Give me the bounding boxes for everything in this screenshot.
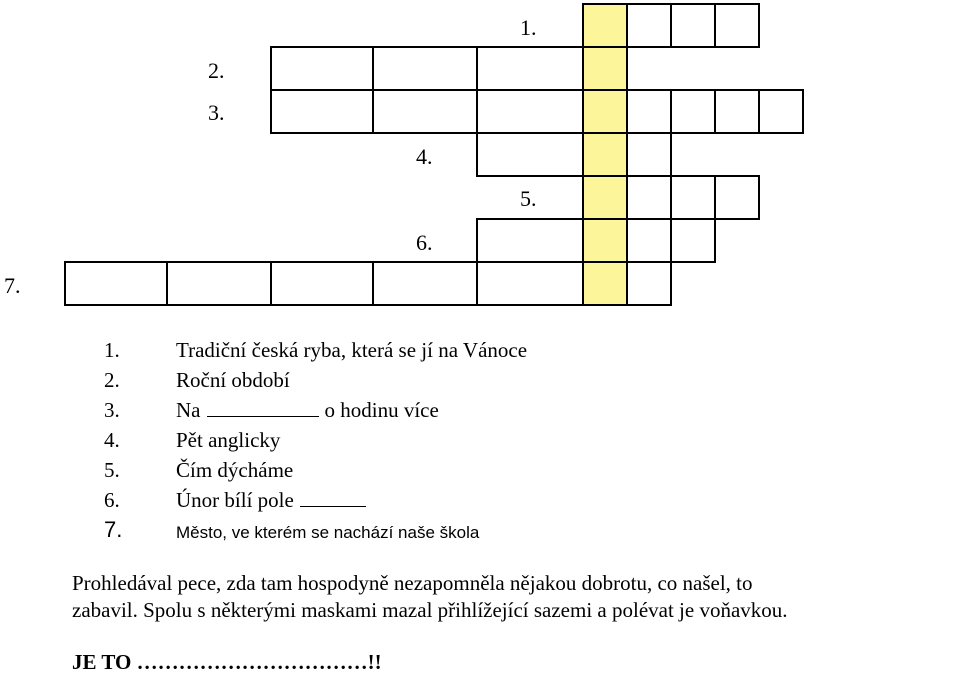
crossword-cell[interactable] [626,3,672,48]
crossword-cell[interactable] [270,261,374,306]
clue-text: Tradiční česká ryba, která se jí na Vánoce [176,338,528,362]
crossword-cell[interactable] [372,261,478,306]
crossword-cell[interactable] [372,89,478,134]
row-label-4: 4. [416,144,433,169]
crossword-cell[interactable] [476,46,584,91]
clue-text [176,488,372,512]
riddle-text [72,570,959,624]
crossword-cell[interactable] [372,46,478,91]
crossword-cell[interactable] [758,89,804,134]
clue-number: 1. [104,338,120,362]
row-label-1: 1. [520,15,537,40]
clue-text-part: Na [176,398,201,422]
crossword-cell[interactable] [166,261,272,306]
crossword-cell[interactable] [626,89,672,134]
crossword-cell[interactable] [582,132,628,177]
clue-text: Roční období [176,368,290,392]
answer-blank [207,398,319,417]
clue-number: 3. [104,398,120,422]
crossword-cell[interactable] [270,89,374,134]
clue-text: Město, ve kterém se nachází naše škola [176,523,480,542]
clue-number: 4. [104,428,120,452]
crossword-cell[interactable] [714,175,760,220]
crossword-cell[interactable] [670,3,716,48]
clue-text: Pět anglicky [176,428,281,452]
row-label-5: 5. [520,186,537,211]
crossword-cell[interactable] [626,175,672,220]
crossword-cell[interactable] [476,218,584,263]
riddle-line: Prohledával pece, zda tam hospodyně nezapomněla nějakou dobrotu, co našel, to [72,571,753,595]
clue-text: Čím dýcháme [176,458,294,482]
crossword-cell[interactable] [670,89,716,134]
row-label-7: 7. [4,273,21,298]
clue-number: 7. [104,517,123,542]
crossword-cell[interactable] [714,89,760,134]
crossword-cell[interactable] [670,218,716,263]
clue-text [176,398,439,422]
clue-number: 5. [104,458,120,482]
clue-number: 2. [104,368,120,392]
riddle-line: zabavil. Spolu s některými maskami mazal přihlížející sazemi a polévat je voňavkou. [72,598,788,622]
crossword-cell[interactable] [476,132,584,177]
answer-blank [300,488,366,507]
answer-prompt: JE TO ……………………………!! [72,650,382,674]
clue-text-part: Únor bílí pole [176,488,294,512]
row-label-2: 2. [208,58,225,83]
crossword-cell[interactable] [64,261,168,306]
crossword-cell[interactable] [626,261,672,306]
crossword-grid [0,0,959,310]
crossword-cell[interactable] [582,218,628,263]
crossword-cell[interactable] [270,46,374,91]
crossword-cell[interactable] [476,261,584,306]
crossword-cell[interactable] [582,46,628,91]
crossword-cell[interactable] [626,132,672,177]
row-label-6: 6. [416,230,433,255]
crossword-cell[interactable] [582,175,628,220]
crossword-cell[interactable] [582,89,628,134]
crossword-cell[interactable] [626,218,672,263]
crossword-cell[interactable] [670,175,716,220]
crossword-cell[interactable] [476,89,584,134]
row-label-3: 3. [208,100,225,125]
crossword-cell[interactable] [582,3,628,48]
clue-number: 6. [104,488,120,512]
crossword-cell[interactable] [582,261,628,306]
crossword-cell[interactable] [714,3,760,48]
clue-text-part: o hodinu více [324,398,439,422]
